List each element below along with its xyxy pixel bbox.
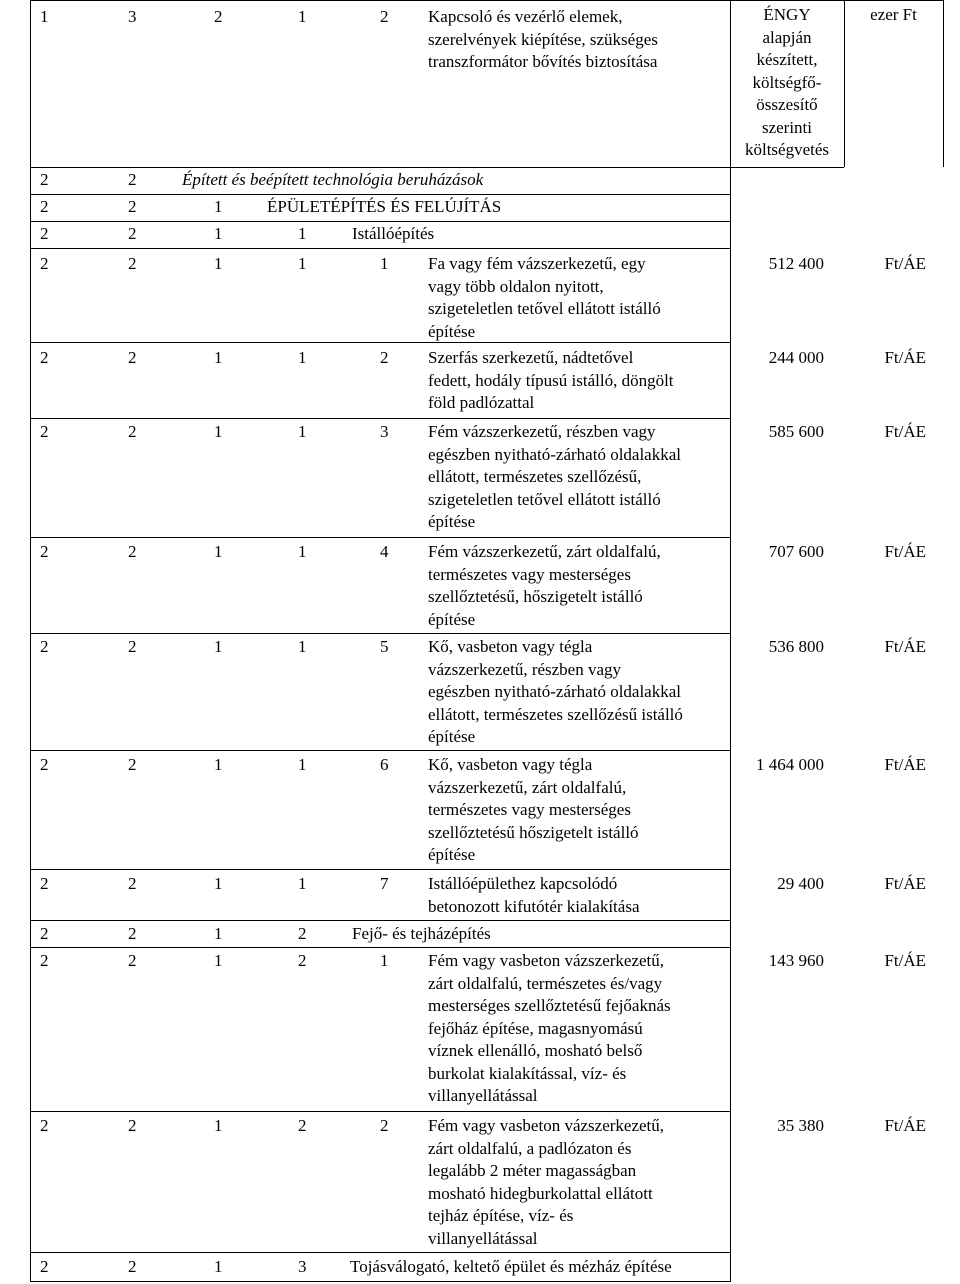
code-cell: 2	[40, 924, 49, 943]
code-cell: 2	[128, 170, 137, 189]
code-cell: 2	[128, 951, 137, 970]
row-divider	[30, 221, 730, 222]
code-cell: 1	[214, 637, 223, 656]
code-cell: 1	[214, 951, 223, 970]
code-cell: 2	[40, 170, 49, 189]
amount-unit: Ft/ÁE	[884, 348, 926, 367]
code-cell: 2	[40, 755, 49, 774]
row-description: Kő, vasbeton vagy tégla vázszerkezetű, zárt oldalfalú, természetes vagy mesterséges szellőztetésű hőszigetelt istálló építése	[428, 755, 639, 864]
row-description: Kapcsoló és vezérlő elemek, szerelvények kiépítése, szükséges transzformátor bővítés biztosítása	[428, 7, 658, 71]
document-page	[30, 0, 944, 1284]
code-cell: 3	[380, 422, 389, 441]
code-cell: 1	[298, 348, 307, 367]
amount-value: 35 380	[777, 1116, 824, 1135]
code-cell: 2	[128, 224, 137, 243]
code-cell: 5	[380, 637, 389, 656]
code-cell: 2	[380, 348, 389, 367]
amount-value: 512 400	[768, 254, 824, 273]
section-title: Fejő- és tejházépítés	[352, 924, 491, 943]
section-title: Istállóépítés	[352, 224, 435, 243]
row-divider	[30, 1252, 730, 1253]
row-description: Fém vázszerkezetű, zárt oldalfalú, természetes vagy mesterséges szellőztetésű, hőszigetelt istálló építése	[428, 542, 661, 629]
code-cell: 1	[298, 422, 307, 441]
row-divider	[30, 750, 730, 751]
amount-unit: Ft/ÁE	[884, 542, 926, 561]
code-cell: 2	[40, 348, 49, 367]
amount-unit: Ft/ÁE	[884, 755, 926, 774]
code-cell: 2	[128, 348, 137, 367]
code-cell: 2	[40, 637, 49, 656]
row-divider	[30, 167, 730, 168]
code-cell: 3	[128, 7, 137, 26]
code-cell: 2	[40, 224, 49, 243]
section-title: ÉPÜLETÉPÍTÉS ÉS FELÚJÍTÁS	[267, 197, 502, 216]
code-cell: 1	[298, 542, 307, 561]
row-description: Fém vagy vasbeton vázszerkezetű, zárt oldalfalú, a padlózaton és legalább 2 méter magasságban mosható hidegburkolattal ellátott tejház építése, víz- és villanyellátással	[428, 1116, 665, 1248]
table-border-left	[30, 0, 31, 1282]
basis-header: ÉNGY alapján készített, költségfő- összesítő szerinti költségvetés	[744, 5, 830, 159]
amount-unit: Ft/ÁE	[884, 637, 926, 656]
code-cell: 1	[214, 254, 223, 273]
row-divider	[30, 537, 730, 538]
code-cell: 1	[380, 951, 389, 970]
code-cell: 6	[380, 755, 389, 774]
code-cell: 2	[128, 1257, 137, 1276]
row-description: Fém vázszerkezetű, részben vagy egészben nyitható-zárható oldalakkal ellátott, természetes szellőzésű, szigeteletlen tetővel ellátott istálló építése	[428, 422, 681, 531]
code-cell: 7	[380, 874, 389, 893]
row-description: Kő, vasbeton vagy tégla vázszerkezetű, részben vagy egészben nyitható-zárható oldalakkal ellátott, természetes szellőzésű istálló építése	[428, 637, 683, 746]
row-divider	[30, 194, 730, 195]
amount-unit: Ft/ÁE	[884, 951, 926, 970]
row-divider	[30, 947, 730, 948]
code-cell: 1	[298, 254, 307, 273]
code-cell: 1	[298, 7, 307, 26]
code-cell: 1	[214, 422, 223, 441]
amount-value: 585 600	[768, 422, 824, 441]
code-cell: 1	[214, 1257, 223, 1276]
code-cell: 2	[128, 874, 137, 893]
code-cell: 2	[128, 254, 137, 273]
row-divider	[730, 167, 844, 168]
unit-header: ezer Ft	[870, 5, 917, 24]
code-cell: 2	[40, 874, 49, 893]
row-description: Fém vagy vasbeton vázszerkezetű, zárt oldalfalú, természetes és/vagy mesterséges szellőztetésű fejőaknás fejőház építése, magasnyomású víznek ellenálló, mosható belső burkolat kialakítással, víz- és villanyellátással	[428, 951, 671, 1105]
amount-value: 707 600	[768, 542, 824, 561]
code-cell: 1	[214, 542, 223, 561]
code-cell: 2	[40, 197, 49, 216]
code-cell: 1	[214, 1116, 223, 1135]
code-cell: 1	[380, 254, 389, 273]
code-cell: 1	[214, 874, 223, 893]
code-cell: 2	[214, 7, 223, 26]
amount-value: 29 400	[777, 874, 824, 893]
code-cell: 3	[298, 1257, 307, 1276]
code-cell: 2	[128, 197, 137, 216]
code-cell: 1	[214, 224, 223, 243]
code-cell: 1	[298, 637, 307, 656]
section-title: Épített és beépített technológia beruházások	[182, 170, 484, 189]
amount-unit: Ft/ÁE	[884, 874, 926, 893]
code-cell: 1	[214, 197, 223, 216]
column-divider	[730, 0, 731, 1282]
code-cell: 2	[298, 951, 307, 970]
code-cell: 2	[40, 1257, 49, 1276]
code-cell: 2	[298, 924, 307, 943]
code-cell: 1	[298, 755, 307, 774]
row-description: Istállóépülethez kapcsolódó betonozott kifutótér kialakítása	[428, 874, 640, 916]
code-cell: 2	[298, 1116, 307, 1135]
row-divider	[30, 248, 730, 249]
amount-value: 536 800	[768, 637, 824, 656]
code-cell: 2	[128, 422, 137, 441]
code-cell: 2	[128, 542, 137, 561]
code-cell: 2	[128, 924, 137, 943]
amount-unit: Ft/ÁE	[884, 422, 926, 441]
amount-unit: Ft/ÁE	[884, 1116, 926, 1135]
code-cell: 1	[214, 755, 223, 774]
code-cell: 2	[380, 7, 389, 26]
row-description: Szerfás szerkezetű, nádtetővel fedett, hodály típusú istálló, döngölt föld padlózattal	[428, 348, 674, 412]
code-cell: 2	[40, 951, 49, 970]
row-divider	[30, 633, 730, 634]
row-divider	[30, 418, 730, 419]
table-border-top	[30, 0, 944, 1]
amount-value: 1 464 000	[756, 755, 824, 774]
code-cell: 1	[298, 224, 307, 243]
code-cell: 1	[214, 348, 223, 367]
code-cell: 2	[40, 1116, 49, 1135]
code-cell: 4	[380, 542, 389, 561]
code-cell: 2	[380, 1116, 389, 1135]
section-title: Tojásválogató, keltető épület és mézház építése	[350, 1257, 672, 1276]
amount-value: 143 960	[768, 951, 824, 970]
amount-unit: Ft/ÁE	[884, 254, 926, 273]
code-cell: 2	[128, 1116, 137, 1135]
code-cell: 2	[128, 755, 137, 774]
table-border-right	[943, 0, 944, 167]
row-divider	[30, 920, 730, 921]
code-cell: 2	[40, 254, 49, 273]
code-cell: 1	[40, 7, 49, 26]
row-description: Fa vagy fém vázszerkezetű, egy vagy több oldalon nyitott, szigeteletlen tetővel ellátott istálló építése	[428, 254, 661, 341]
code-cell: 2	[40, 422, 49, 441]
amount-value: 244 000	[768, 348, 824, 367]
table-border-bottom	[30, 1281, 730, 1282]
row-divider	[30, 1111, 730, 1112]
code-cell: 1	[298, 874, 307, 893]
code-cell: 2	[40, 542, 49, 561]
code-cell: 2	[128, 637, 137, 656]
row-divider	[30, 869, 730, 870]
code-cell: 1	[214, 924, 223, 943]
